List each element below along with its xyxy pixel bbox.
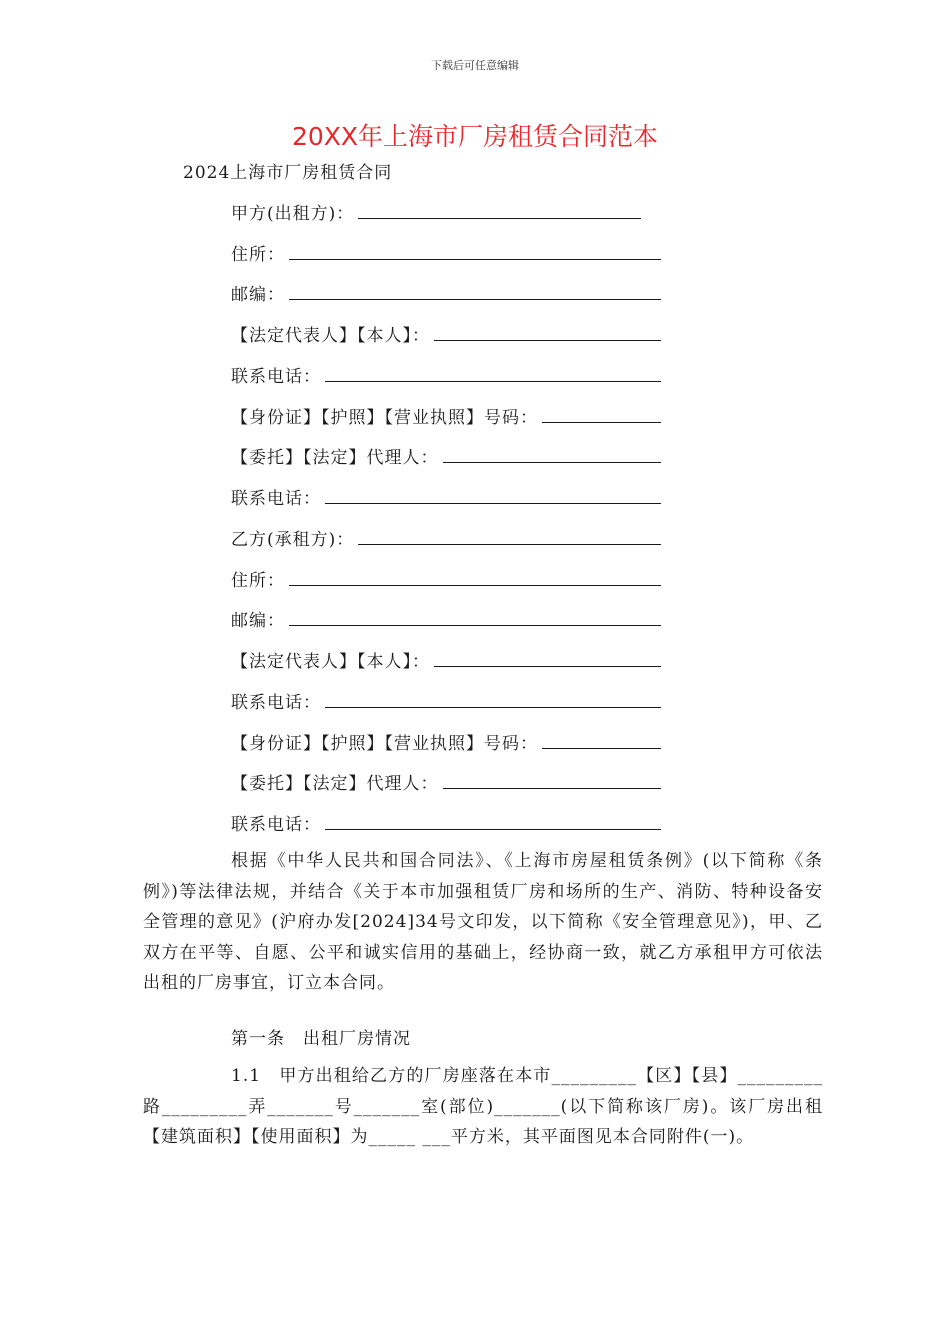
party-a-id-number-field xyxy=(231,402,661,428)
fill-blank xyxy=(542,748,661,749)
field-label: 【委托】【法定】代理人： xyxy=(231,448,439,468)
fill-blank xyxy=(358,218,641,219)
field-label: 【委托】【法定】代理人： xyxy=(231,774,439,794)
party-a-agent-field xyxy=(231,442,661,468)
party-a-postcode-field xyxy=(231,279,661,305)
fill-blank xyxy=(542,422,661,423)
field-label: 邮编： xyxy=(231,611,285,631)
field-label: 联系电话： xyxy=(231,367,321,387)
party-b-name-field xyxy=(231,524,661,550)
field-label: 住所： xyxy=(231,571,285,591)
fill-blank xyxy=(289,259,661,260)
contract-subtitle: 2024上海市厂房租赁合同 xyxy=(183,163,393,183)
fill-blank xyxy=(443,462,662,463)
field-label: 邮编： xyxy=(231,285,285,305)
party-b-postcode-field xyxy=(231,605,661,631)
clause-1-1-paragraph: 1.1 甲方出租给乙方的厂房座落在本市_________【区】【县】_________路_________弄_______号_______室(部位)_______(以下简称该厂房)。该厂房出租【建筑面积】【使用面积】为_____ ___平方米，其平面图见本合同附件(一)。 xyxy=(143,1066,823,1147)
field-label: 【法定代表人】【本人】： xyxy=(231,326,430,346)
fill-blank xyxy=(289,585,661,586)
field-label: 【身份证】【护照】【营业执照】号码： xyxy=(231,734,538,754)
field-label: 【身份证】【护照】【营业执照】号码： xyxy=(231,408,538,428)
party-b-agent-phone-field xyxy=(231,809,661,835)
party-a-phone-field xyxy=(231,361,661,387)
party-b-phone-field xyxy=(231,687,661,713)
field-label: 联系电话： xyxy=(231,489,321,509)
party-a-agent-phone-field xyxy=(231,483,661,509)
party-b-agent-field xyxy=(231,768,661,794)
field-label: 住所： xyxy=(231,245,285,265)
fill-blank xyxy=(358,544,661,545)
preamble-paragraph: 根据《中华人民共和国合同法》、《上海市房屋租赁条例》(以下简称《条例》)等法律法规，并结合《关于本市加强租赁厂房和场所的生产、消防、特种设备安全管理的意见》(沪府办发[2024]34号文印发，以下简称《安全管理意见》)，甲、乙双方在平等、自愿、公平和诚实信用的基础上，经协商一致，就乙方承租甲方可依法出租的厂房事宜，订立本合同。 xyxy=(143,851,823,993)
header-note: 下载后可任意编辑 xyxy=(431,59,519,72)
fill-blank xyxy=(325,707,661,708)
fill-blank xyxy=(434,340,661,341)
fill-blank xyxy=(289,299,661,300)
fill-blank xyxy=(289,625,661,626)
field-label: 联系电话： xyxy=(231,693,321,713)
fill-blank xyxy=(325,381,661,382)
document-title: 20XX年上海市厂房租赁合同范本 xyxy=(291,122,659,151)
party-a-legal-rep-field xyxy=(231,320,661,346)
field-label: 【法定代表人】【本人】： xyxy=(231,652,430,672)
fill-blank xyxy=(325,829,661,830)
field-label: 甲方(出租方)： xyxy=(231,204,355,224)
field-label: 联系电话： xyxy=(231,815,321,835)
party-b-address-field xyxy=(231,565,661,591)
party-a-name-field xyxy=(231,198,641,224)
party-a-address-field xyxy=(231,239,661,265)
fill-blank xyxy=(325,503,661,504)
party-b-legal-rep-field xyxy=(231,646,661,672)
party-b-id-number-field xyxy=(231,728,661,754)
field-label: 乙方(承租方)： xyxy=(231,530,355,550)
fill-blank xyxy=(443,788,662,789)
article-1-heading: 第一条 出租厂房情况 xyxy=(231,1029,411,1049)
fill-blank xyxy=(434,666,661,667)
